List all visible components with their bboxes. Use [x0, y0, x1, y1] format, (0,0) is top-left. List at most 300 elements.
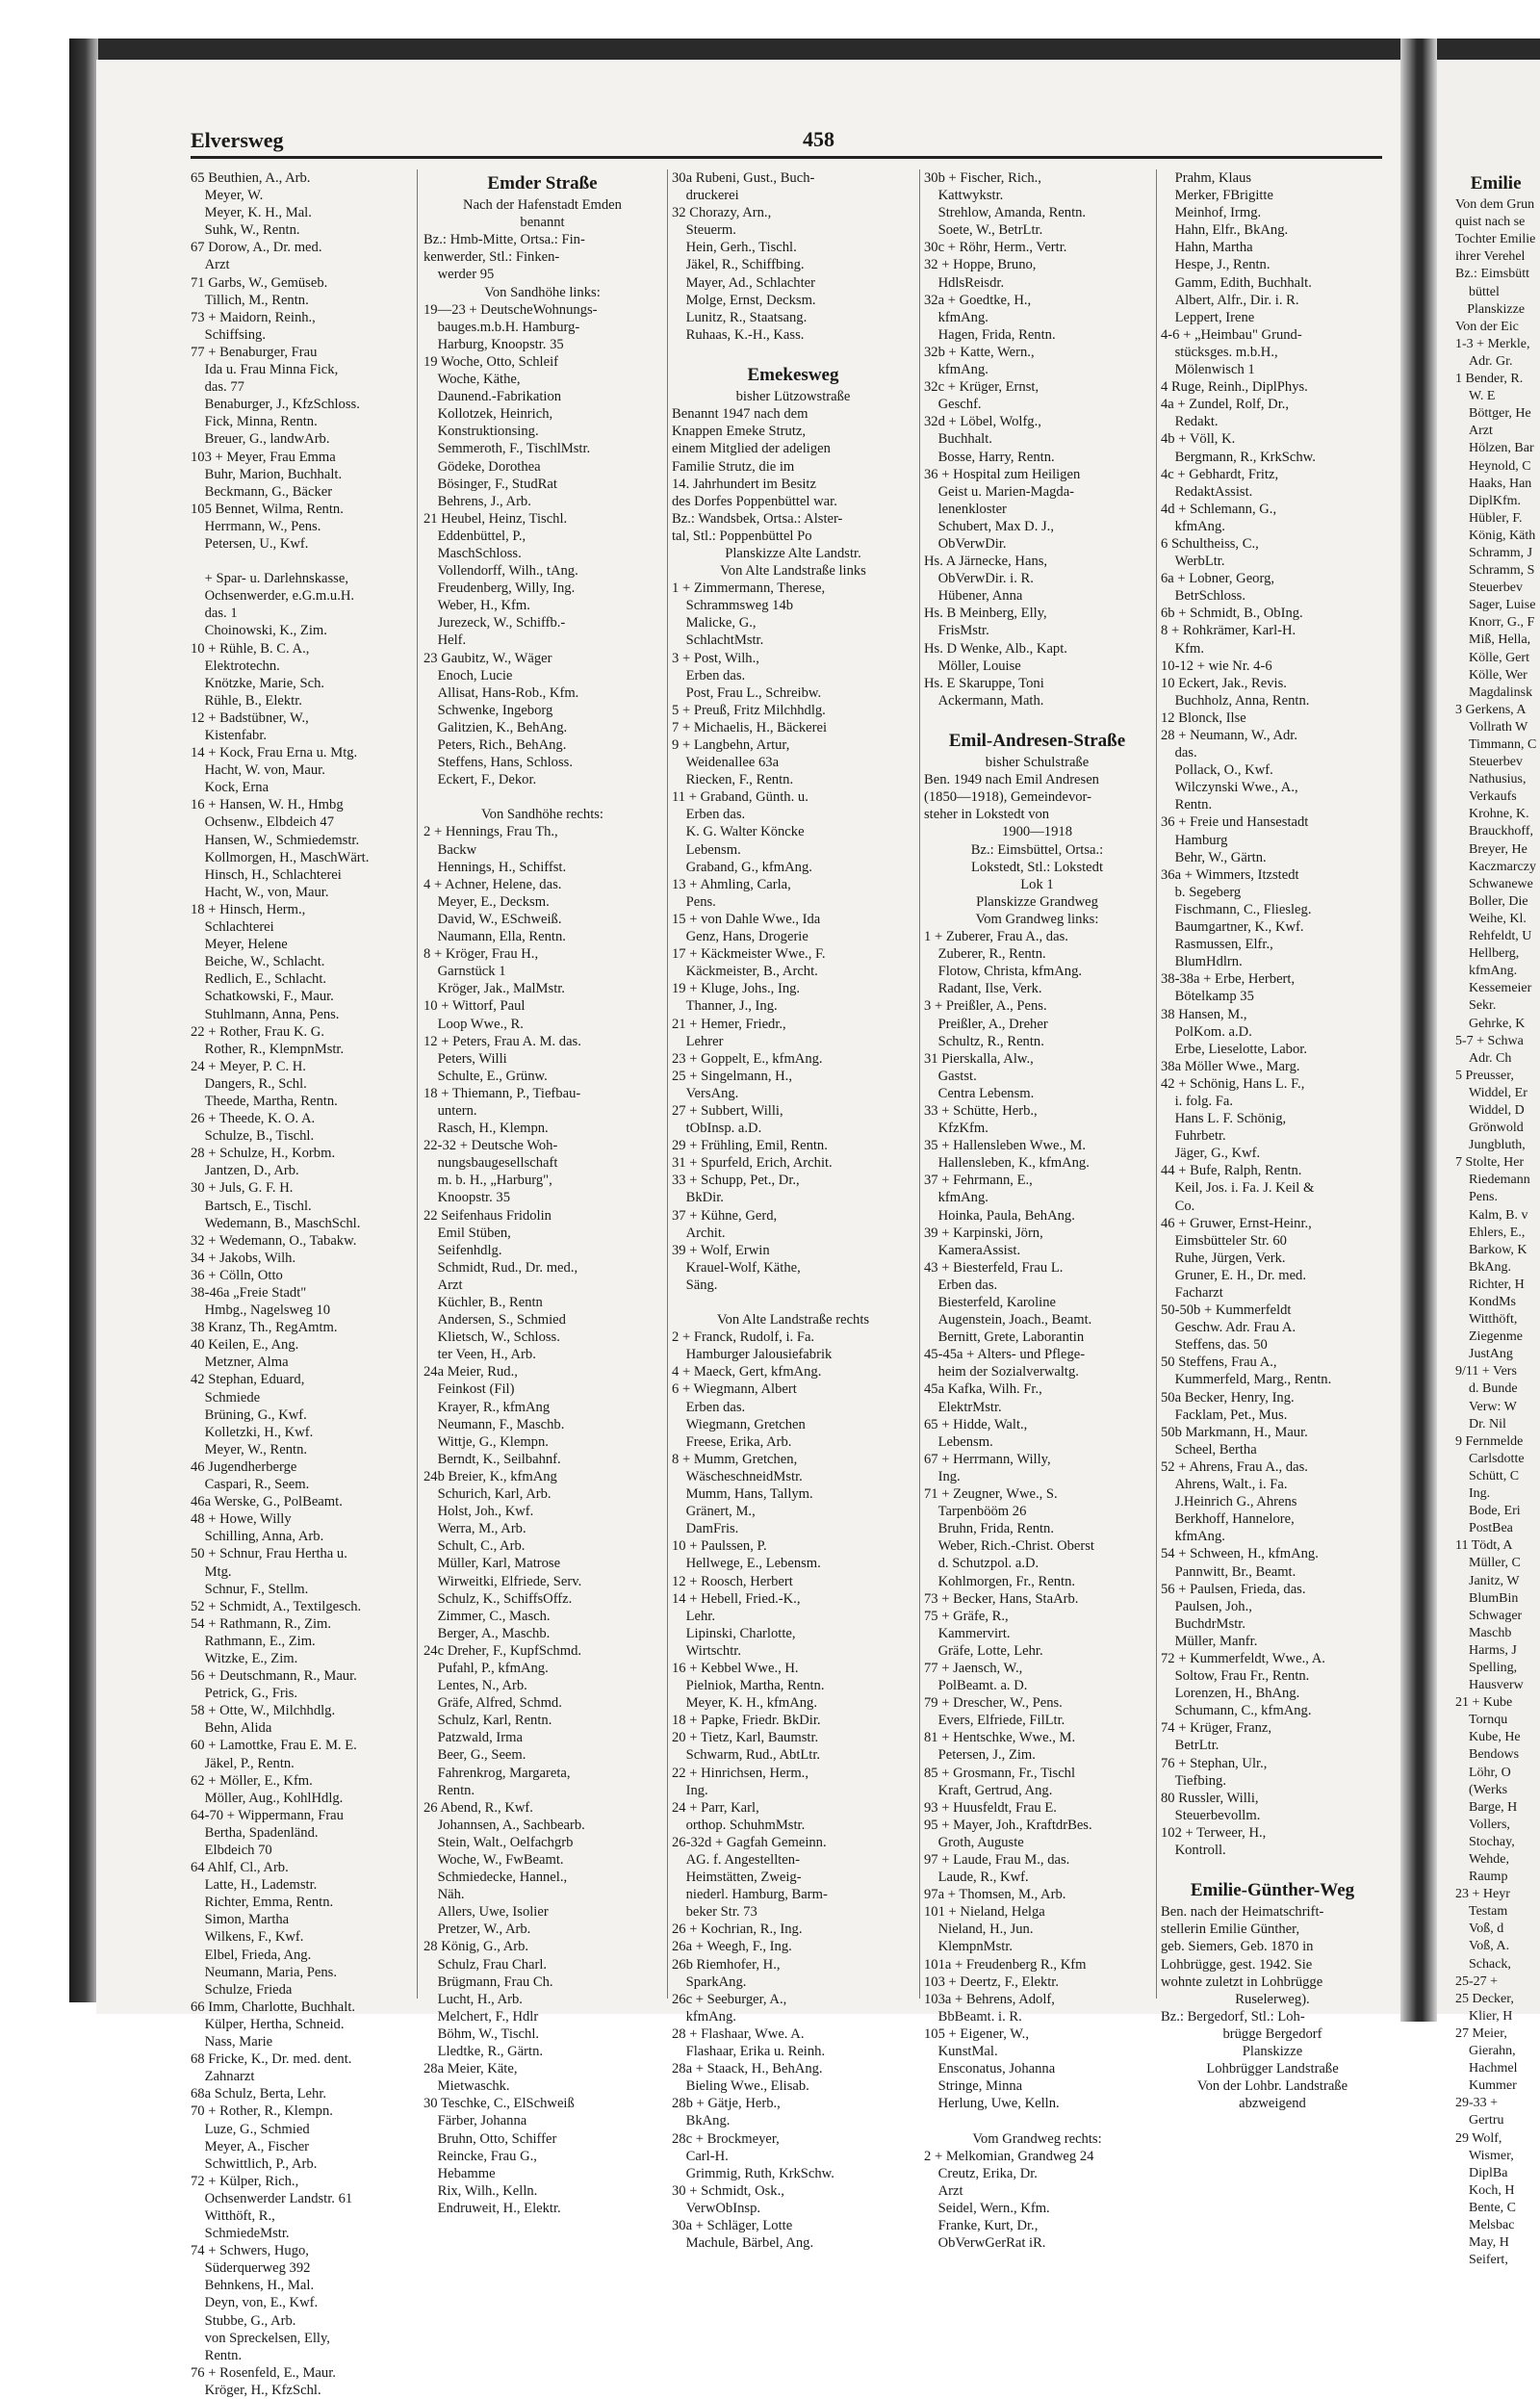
directory-entry: 26c + Seeburger, A.,	[672, 1991, 787, 2007]
directory-entry: 105 Bennet, Wilma, Rentn.	[191, 501, 344, 517]
directory-entry: Schilling, Anna, Arb.	[191, 1529, 324, 1545]
directory-entry: Behn, Alida	[191, 1720, 272, 1737]
directory-entry: 45-45a + Alters- und Pflege-	[924, 1347, 1086, 1363]
directory-entry: Daunend.-Fabrikation	[424, 389, 562, 405]
directory-entry: 2 + Melkomian, Grandweg 24	[924, 2148, 1094, 2164]
directory-entry: Rentn.	[424, 1782, 475, 1798]
directory-entry: 73 + Maidorn, Reinh.,	[191, 309, 316, 325]
directory-entry: Johannsen, A., Sachbearb.	[424, 1817, 585, 1833]
directory-entry: 26-32d + Gagfah Gemeinn.	[672, 1834, 827, 1850]
street-note: abzweigend	[1239, 2096, 1306, 2112]
directory-entry: Nieland, H., Jun.	[924, 1922, 1034, 1938]
directory-entry: Caspari, R., Seem.	[191, 1477, 310, 1493]
directory-entry: Baumgartner, K., Kwf.	[1161, 919, 1304, 936]
directory-entry: Wirtschtr.	[672, 1642, 741, 1659]
directory-entry: Krauel-Wolf, Käthe,	[672, 1259, 801, 1276]
directory-entry: Müller, Karl, Matrose	[424, 1556, 561, 1572]
directory-entry: Mtg.	[191, 1563, 232, 1580]
directory-entry: 28c + Brockmeyer,	[672, 2130, 780, 2147]
directory-entry: Hachmel	[1455, 2061, 1518, 2077]
directory-entry: 6b + Schmidt, B., ObIng.	[1161, 606, 1303, 622]
directory-entry: Nathusius,	[1455, 772, 1527, 787]
directory-entry: Augenstein, Joach., Beamt.	[924, 1312, 1092, 1328]
directory-entry: 12 + Badstübner, W.,	[191, 709, 309, 726]
directory-entry: DamFris.	[672, 1521, 739, 1537]
directory-entry: Behrens, J., Arb.	[424, 493, 531, 509]
directory-entry: Heimstätten, Zweig-	[672, 1870, 802, 1886]
directory-entry: Sekr.	[1455, 998, 1497, 1014]
header-rule	[191, 156, 1382, 159]
directory-entry: Lorenzen, H., BhAng.	[1161, 1686, 1300, 1702]
directory-entry: 38a Möller Wwe., Marg.	[1161, 1058, 1300, 1074]
directory-entry: kfmAng.	[1161, 518, 1225, 534]
directory-entry: Breyer, He	[1455, 841, 1527, 857]
directory-entry: Knappen Emeke Strutz,	[672, 424, 807, 440]
directory-entry: Tarpenbööm 26	[924, 1504, 1027, 1520]
directory-entry: Prahm, Klaus	[1161, 170, 1252, 186]
directory-entry: Behnkens, H., Mal.	[191, 2278, 315, 2294]
directory-entry: Ochsenwerder, e.G.m.u.H.	[191, 588, 355, 605]
directory-entry: 10 + Rühle, B. C. A.,	[191, 640, 310, 657]
directory-entry: Stuhlmann, Anna, Pens.	[191, 1006, 340, 1022]
directory-entry: Grönwold	[1455, 1121, 1524, 1136]
directory-entry: Benannt 1947 nach dem	[672, 406, 808, 423]
directory-entry: Spelling,	[1455, 1660, 1518, 1675]
directory-entry: Mumm, Hans, Tallym.	[672, 1486, 813, 1503]
directory-entry: Bruhn, Frida, Rentn.	[924, 1521, 1054, 1537]
directory-entry: Hmbg., Nagelsweg 10	[191, 1303, 331, 1319]
directory-entry: ElektrMstr.	[924, 1399, 1002, 1415]
directory-entry: Flotow, Christa, kfmAng.	[924, 964, 1083, 980]
directory-entry: Radant, Ilse, Verk.	[924, 981, 1042, 997]
directory-entry: 62 + Möller, E., Kfm.	[191, 1772, 313, 1789]
directory-entry: Peters, Willi	[424, 1050, 507, 1067]
directory-entry: Soete, W., BetrLtr.	[924, 222, 1043, 239]
directory-entry: 48 + Howe, Willy	[191, 1511, 292, 1528]
directory-entry: 5-7 + Schwa	[1455, 1033, 1524, 1048]
directory-entry: d. Schutzpol. a.D.	[924, 1556, 1040, 1572]
street-note: Von Sandhöhe rechts:	[480, 807, 603, 823]
directory-entry: Kessemeier	[1455, 981, 1532, 996]
directory-entry: Säng.	[672, 1277, 718, 1293]
directory-entry: Seidel, Wern., Kfm.	[924, 2200, 1050, 2216]
directory-entry: Hebamme	[424, 2165, 496, 2181]
directory-entry: Magdalinsk	[1455, 684, 1533, 700]
directory-entry: Behr, W., Gärtn.	[1161, 849, 1267, 865]
directory-entry: Verkaufs	[1455, 789, 1517, 805]
directory-entry: Hübener, Anna	[924, 588, 1023, 605]
street-note: benannt	[520, 215, 565, 231]
directory-entry: Peters, Rich., BehAng.	[424, 737, 567, 753]
directory-entry: Bente, C	[1455, 2200, 1516, 2215]
directory-entry: Semmeroth, F., TischlMstr.	[424, 441, 591, 457]
directory-entry: Harms, J	[1455, 1642, 1517, 1658]
directory-entry: 8 + Kröger, Frau H.,	[424, 946, 539, 963]
directory-entry: Mölenwisch 1	[1161, 362, 1255, 378]
directory-entry: ObVerwDir.	[924, 535, 1007, 552]
directory-entry: 13 + Ahmling, Carla,	[672, 876, 791, 892]
directory-entry: Richter, H	[1455, 1277, 1525, 1292]
directory-entry: 22 Seifenhaus Fridolin	[424, 1207, 552, 1224]
directory-entry: Riecken, F., Rentn.	[672, 772, 794, 788]
directory-entry: 52 + Ahrens, Frau A., das.	[1161, 1458, 1308, 1475]
directory-entry: Süderquerweg 392	[191, 2260, 311, 2277]
directory-entry: Evers, Elfriede, FilLtr.	[924, 1713, 1065, 1729]
directory-entry: quist nach se	[1455, 215, 1526, 230]
directory-entry: Berger, A., Maschb.	[424, 1625, 551, 1641]
directory-entry: 19 + Kluge, Johs., Ing.	[672, 981, 801, 997]
directory-entry: Holst, Joh., Kwf.	[424, 1504, 534, 1520]
directory-entry: Ing.	[924, 1468, 961, 1484]
directory-entry: 103 + Deertz, F., Elektr.	[924, 1973, 1059, 1990]
directory-entry: 93 + Huusfeldt, Frau E.	[924, 1799, 1057, 1816]
directory-entry: KameraAssist.	[924, 1242, 1021, 1258]
directory-entry: 1 + Zimmermann, Therese,	[672, 580, 826, 597]
directory-entry: Jantzen, D., Arb.	[191, 1163, 299, 1179]
directory-entry: Witzke, E., Zim.	[191, 1650, 298, 1666]
directory-entry: MaschSchloss.	[424, 545, 522, 561]
directory-entry: Scheel, Bertha	[1161, 1441, 1257, 1457]
directory-column-3	[672, 169, 914, 2252]
directory-entry: Petersen, J., Zim.	[924, 1747, 1036, 1764]
directory-entry: Ochsenw., Elbdeich 47	[191, 814, 335, 831]
directory-entry: Pannwitt, Br., Beamt.	[1161, 1563, 1296, 1580]
directory-entry: Meyer, W.	[191, 188, 264, 204]
directory-entry: Lunitz, R., Staatsang.	[672, 309, 808, 325]
directory-entry: Bartsch, E., Tischl.	[191, 1198, 312, 1214]
directory-entry: 103a + Behrens, Adolf,	[924, 1991, 1055, 2007]
directory-entry: Hacht, W., von, Maur.	[191, 884, 329, 900]
directory-entry: DiplBa	[1455, 2165, 1508, 2180]
directory-entry: 39 + Karpinski, Jörn,	[924, 1225, 1043, 1241]
directory-entry: Boller, Die	[1455, 893, 1528, 909]
directory-entry: i. folg. Fa.	[1161, 1093, 1233, 1109]
directory-entry: Mayer, Ad., Schlachter	[672, 274, 815, 291]
scan-left-edge	[69, 39, 98, 2002]
directory-entry: 12 Blonck, Ilse	[1161, 709, 1246, 726]
directory-entry: 85 + Grosmann, Fr., Tischl	[924, 1765, 1076, 1781]
directory-entry: Janitz, W	[1455, 1573, 1520, 1588]
directory-entry: Fuhrbetr.	[1161, 1128, 1226, 1145]
directory-entry: Patzwald, Irma	[424, 1730, 523, 1746]
directory-entry: 2 + Franck, Rudolf, i. Fa.	[672, 1329, 815, 1346]
directory-entry: Dangers, R., Schl.	[191, 1075, 307, 1092]
street-note: Planskizze Alte Landstr.	[725, 545, 861, 561]
directory-entry: Schurich, Karl, Arb.	[424, 1486, 552, 1503]
directory-entry: Harburg, Knoopstr. 35	[424, 336, 564, 352]
directory-entry: (Werks	[1455, 1782, 1508, 1797]
directory-entry: kfmAng.	[924, 309, 988, 325]
directory-entry: 71 Garbs, W., Gemüseb.	[191, 274, 328, 291]
directory-entry: Eddenbüttel, P.,	[424, 528, 526, 544]
street-heading: Emilie	[1470, 173, 1522, 193]
directory-entry: Maschb	[1455, 1625, 1512, 1640]
directory-entry: 12 + Peters, Frau A. M. das.	[424, 1033, 581, 1049]
directory-entry: 11 Tödt, A	[1455, 1538, 1513, 1554]
directory-entry: 68a Schulz, Berta, Lehr.	[191, 2086, 327, 2102]
directory-entry: Möller, Aug., KohlHdlg.	[191, 1790, 344, 1806]
directory-entry: DiplKfm.	[1455, 493, 1522, 508]
directory-entry: 9 + Langbehn, Artur,	[672, 737, 790, 753]
directory-entry: 1-3 + Merkle,	[1455, 336, 1530, 351]
street-note: bisher Schulstraße	[985, 755, 1090, 771]
directory-entry: Andersen, S., Schmied	[424, 1312, 566, 1328]
street-note: Bz.: Eimsbüttel, Ortsa.:	[970, 841, 1104, 858]
directory-entry: Vollendorff, Wilh., tAng.	[424, 563, 578, 580]
directory-entry: Voß, A.	[1455, 1939, 1510, 1954]
directory-entry: 28 + Schulze, H., Korbm.	[191, 1146, 336, 1162]
directory-entry: KondMs	[1455, 1295, 1517, 1309]
directory-entry: Keil, Jos. i. Fa. J. Keil &	[1161, 1180, 1315, 1197]
directory-entry: 4 + Maeck, Gert, kfmAng.	[672, 1364, 822, 1380]
directory-entry: Steuerm.	[672, 222, 736, 239]
directory-entry: 95 + Mayer, Joh., KraftdrBes.	[924, 1817, 1092, 1833]
directory-entry: Jäger, G., Kwf.	[1161, 1146, 1261, 1162]
directory-entry: geb. Siemers, Geb. 1870 in	[1161, 1939, 1314, 1955]
directory-entry: 32c + Krüger, Ernst,	[924, 379, 1040, 396]
directory-entry: Eckert, F., Dekor.	[424, 772, 537, 788]
directory-entry: 36a + Wimmers, Itzstedt	[1161, 866, 1299, 883]
directory-entry: 8 + Mumm, Gretchen,	[672, 1451, 798, 1467]
street-note: Ruselerweg).	[1235, 1991, 1310, 2007]
directory-entry: 1 + Zuberer, Frau A., das.	[924, 929, 1068, 945]
directory-entry: Kalm, B. v	[1455, 1207, 1528, 1223]
directory-entry: Schnur, F., Stellm.	[191, 1581, 309, 1597]
directory-entry: JustAng	[1455, 1347, 1513, 1362]
directory-entry: 27 + Subbert, Willi,	[672, 1102, 783, 1119]
directory-entry: 40 Keilen, E., Ang.	[191, 1337, 299, 1354]
directory-entry: Schwittlich, P., Arb.	[191, 2155, 318, 2172]
directory-entry: Meyer, K. H., Mal.	[191, 205, 312, 221]
spacer	[672, 344, 914, 361]
directory-entry: 29 + Frühling, Emil, Rentn.	[672, 1138, 828, 1154]
directory-entry: Weidenallee 63a	[672, 755, 780, 771]
directory-entry: Redlich, E., Schlacht.	[191, 971, 327, 988]
directory-entry: 6 Schultheiss, C.,	[1161, 535, 1259, 552]
directory-entry: Konstruktionsing.	[424, 424, 539, 440]
directory-entry: 60 + Lamottke, Frau E. M. E.	[191, 1738, 357, 1754]
directory-entry: Schultz, R., Rentn.	[924, 1033, 1044, 1049]
directory-entry: 32 + Wedemann, O., Tabakw.	[191, 1232, 357, 1249]
directory-entry: VerwObInsp.	[672, 2200, 761, 2216]
directory-entry: kfmAng.	[924, 362, 988, 378]
directory-entry: Kollmorgen, H., MaschWärt.	[191, 849, 370, 865]
directory-entry: Kube, He	[1455, 1730, 1521, 1745]
directory-entry: 66 Imm, Charlotte, Buchhalt.	[191, 1999, 356, 2015]
directory-entry: Hinsch, H., Schlachterei	[191, 866, 342, 883]
directory-entry: 30a + Schläger, Lotte	[672, 2217, 793, 2233]
directory-entry: 32a + Goedtke, H.,	[924, 292, 1032, 308]
directory-entry: 42 + Schönig, Hans L. F.,	[1161, 1075, 1305, 1092]
directory-entry: 14 + Kock, Frau Erna u. Mtg.	[191, 745, 358, 761]
directory-entry: Rother, R., KlempnMstr.	[191, 1041, 345, 1057]
directory-entry: 32d + Löbel, Wolfg.,	[924, 414, 1041, 430]
directory-entry: Ruhe, Jürgen, Verk.	[1161, 1250, 1286, 1266]
directory-entry: 6 + Wiegmann, Albert	[672, 1381, 797, 1398]
directory-entry: Gödeke, Dorothea	[424, 458, 541, 475]
directory-entry: Wilczynski Wwe., A.,	[1161, 780, 1298, 796]
directory-entry: 23 Gaubitz, W., Wäger	[424, 650, 552, 666]
directory-entry: Geschf.	[924, 397, 982, 413]
directory-entry: heim der Sozialverwaltg.	[924, 1364, 1079, 1380]
directory-entry: Tiefbing.	[1161, 1772, 1226, 1789]
directory-entry: Leppert, Irene	[1161, 309, 1255, 325]
directory-entry: ObVerwDir. i. R.	[924, 571, 1034, 587]
directory-entry: 76 + Rosenfeld, E., Maur.	[191, 2364, 336, 2381]
directory-entry: 75 + Gräfe, R.,	[924, 1608, 1009, 1624]
directory-entry: ter Veen, H., Arb.	[424, 1347, 536, 1363]
directory-entry: Meyer, K. H., kfmAng.	[672, 1695, 818, 1712]
directory-entry: 44 + Bufe, Ralph, Rentn.	[1161, 1163, 1302, 1179]
directory-entry: Kröger, H., KfzSchl.	[191, 2382, 321, 2398]
directory-entry: Berkhoff, Hannelore,	[1161, 1511, 1295, 1528]
directory-entry: Schulz, Karl, Rentn.	[424, 1713, 552, 1729]
directory-entry: Sager, Luise	[1455, 598, 1536, 613]
directory-entry: 25-27 +	[1455, 1973, 1499, 1989]
directory-entry: Stubbe, G., Arb.	[191, 2312, 296, 2329]
directory-entry: Kammervirt.	[924, 1625, 1011, 1641]
directory-entry: Erbe, Lieselotte, Labor.	[1161, 1041, 1307, 1057]
directory-entry: Löhr, O	[1455, 1765, 1511, 1780]
directory-entry: Freudenberg, Willy, Ing.	[424, 580, 576, 597]
directory-entry: Kolletzki, H., Kwf.	[191, 1424, 314, 1440]
directory-entry: 31 + Spurfeld, Erich, Archit.	[672, 1155, 833, 1172]
directory-entry: Ing.	[672, 1782, 708, 1798]
directory-entry: Beiche, W., Schlacht.	[191, 954, 325, 970]
street-note: Von der Lohbr. Landstraße	[1196, 2078, 1348, 2095]
directory-entry: Nass, Marie	[191, 2034, 273, 2051]
directory-entry: Franke, Kurt, Dr.,	[924, 2217, 1039, 2233]
directory-entry: 38-46a „Freie Stadt"	[191, 1285, 307, 1301]
directory-entry: 101a + Freudenberg R., Kfm	[924, 1956, 1087, 1973]
directory-entry: Kummer	[1455, 2078, 1517, 2094]
directory-entry: VersAng.	[672, 1085, 739, 1101]
directory-entry: 30a Rubeni, Gust., Buch-	[672, 170, 815, 186]
directory-entry: Arzt	[191, 257, 230, 273]
directory-entry: Creutz, Erika, Dr.	[924, 2165, 1038, 2181]
directory-entry: SparkAng.	[672, 1973, 747, 1990]
directory-entry: Barge, H	[1455, 1799, 1518, 1815]
directory-entry: Werra, M., Arb.	[424, 1521, 526, 1537]
directory-entry: 64-70 + Wippermann, Frau	[191, 1807, 344, 1823]
directory-entry: Hübler, F.	[1455, 510, 1523, 526]
directory-entry: 30 + Juls, G. F. H.	[191, 1180, 294, 1197]
directory-entry: Weber, H., Kfm.	[424, 598, 530, 614]
directory-entry: Kock, Erna	[191, 780, 270, 796]
directory-entry: 4b + Völl, K.	[1161, 431, 1236, 448]
directory-entry: 29 Wolf,	[1455, 2130, 1502, 2146]
directory-entry: Tochter Emilie	[1455, 232, 1536, 247]
directory-entry: 46a Werske, G., PolBeamt.	[191, 1494, 343, 1510]
directory-entry: 30 + Schmidt, Osk.,	[672, 2182, 784, 2199]
directory-entry: Kfm.	[1161, 640, 1204, 657]
directory-entry: Herrmann, W., Pens.	[191, 518, 321, 534]
directory-entry: 22 + Hinrichsen, Herm.,	[672, 1765, 808, 1781]
directory-entry: Schulze, B., Tischl.	[191, 1128, 315, 1145]
directory-entry: 65 + Hidde, Walt.,	[924, 1416, 1028, 1432]
directory-entry: Widdel, Er	[1455, 1085, 1527, 1100]
directory-entry: Hagen, Frida, Rentn.	[924, 326, 1056, 343]
directory-entry: 97a + Thomsen, M., Arb.	[924, 1887, 1066, 1903]
directory-entry: Choinowski, K., Zim.	[191, 623, 327, 639]
directory-entry: Buchholz, Anna, Rentn.	[1161, 692, 1310, 709]
directory-entry: Wittje, G., Klempn.	[424, 1433, 549, 1450]
directory-entry: Lebensm.	[672, 841, 741, 858]
directory-entry: Witthöft,	[1455, 1312, 1518, 1328]
directory-entry: 25 + Singelmann, H.,	[672, 1068, 792, 1084]
directory-entry: Fahrenkrog, Margareta,	[424, 1765, 571, 1781]
directory-entry: Rasmussen, Elfr.,	[1161, 937, 1273, 953]
directory-entry: Elbel, Frieda, Ang.	[191, 1947, 312, 1963]
directory-entry: Bruhn, Otto, Schiffer	[424, 2130, 557, 2147]
directory-entry: 22 + Rother, Frau K. G.	[191, 1023, 324, 1040]
directory-entry: Timmann, C	[1455, 737, 1537, 752]
directory-entry: Buhr, Marion, Buchhalt.	[191, 466, 343, 482]
directory-entry: 56 + Paulsen, Frieda, das.	[1161, 1581, 1306, 1597]
directory-entry: Pretzer, W., Arb.	[424, 1922, 531, 1938]
street-note: Von Alte Landstraße links	[720, 563, 866, 580]
directory-entry: Merker, FBrigitte	[1161, 188, 1273, 204]
directory-entry: 67 Dorow, A., Dr. med.	[191, 240, 322, 256]
directory-entry: Ensconatus, Johanna	[924, 2061, 1056, 2077]
directory-entry: Wirweitki, Elfriede, Serv.	[424, 1573, 582, 1589]
directory-entry: Käckmeister, B., Archt.	[672, 964, 818, 980]
directory-entry: Suhk, W., Rentn.	[191, 222, 300, 239]
directory-entry: Kölle, Gert	[1455, 650, 1529, 665]
directory-entry: BetrSchloss.	[1161, 588, 1245, 605]
directory-entry: Hespe, J., Rentn.	[1161, 257, 1270, 273]
directory-entry: Ochsenwerder Landstr. 61	[191, 2190, 353, 2206]
street-heading: Emder Straße	[487, 173, 598, 193]
street-note: Vom Grandweg links:	[975, 911, 1099, 927]
column-divider	[667, 169, 668, 1999]
directory-entry: 76 + Stephan, Ulr.,	[1161, 1755, 1268, 1771]
directory-entry: Wehde,	[1455, 1852, 1510, 1867]
directory-entry: 20 + Tietz, Karl, Baumstr.	[672, 1730, 819, 1746]
directory-entry: Miß, Hella,	[1455, 632, 1531, 648]
directory-entry: Rehfeldt, U	[1455, 929, 1532, 944]
directory-entry: Thanner, J., Ing.	[672, 998, 778, 1015]
spacer	[1161, 1859, 1384, 1876]
directory-entry: 26a + Weegh, F., Ing.	[672, 1939, 792, 1955]
directory-entry: 103 + Meyer, Frau Emma	[191, 449, 336, 465]
directory-entry: Rix, Wilh., Kelln.	[424, 2182, 538, 2199]
directory-entry: Jungbluth,	[1455, 1138, 1526, 1153]
directory-entry: 10 + Wittorf, Paul	[424, 998, 526, 1015]
directory-entry: Jäkel, R., Schiffbing.	[672, 257, 805, 273]
directory-entry: Hamburger Jalousiefabrik	[672, 1347, 833, 1363]
spacer	[924, 709, 1150, 727]
directory-entry: Hoinka, Paula, BehAng.	[924, 1207, 1075, 1224]
directory-entry: 26b Riemhofer, H.,	[672, 1956, 781, 1973]
directory-entry: 3 + Post, Wilh.,	[672, 650, 759, 666]
directory-entry: PolKom. a.D.	[1161, 1023, 1252, 1040]
directory-entry: BkAng.	[1455, 1259, 1511, 1275]
directory-entry: Kollotzek, Heinrich,	[424, 406, 553, 423]
directory-entry: Jäkel, P., Rentn.	[191, 1755, 295, 1771]
directory-entry: 32b + Katte, Wern.,	[924, 344, 1035, 360]
directory-entry: das. 1	[191, 606, 238, 622]
directory-entry: 50b Markmann, H., Maur.	[1161, 1424, 1308, 1440]
directory-entry: Naumann, Ella, Rentn.	[424, 929, 566, 945]
directory-entry: Knötzke, Marie, Sch.	[191, 675, 325, 691]
directory-entry: BbBeamt. i. R.	[924, 2008, 1022, 2025]
directory-entry: 56 + Deutschmann, R., Maur.	[191, 1668, 357, 1685]
directory-entry: 19—23 + DeutscheWohnungs-	[424, 301, 598, 318]
directory-entry: Hansen, W., Schmiedemstr.	[191, 832, 360, 848]
directory-entry: Gräfe, Alfred, Schmd.	[424, 1695, 562, 1712]
directory-entry: Kummerfeld, Marg., Rentn.	[1161, 1372, 1332, 1388]
